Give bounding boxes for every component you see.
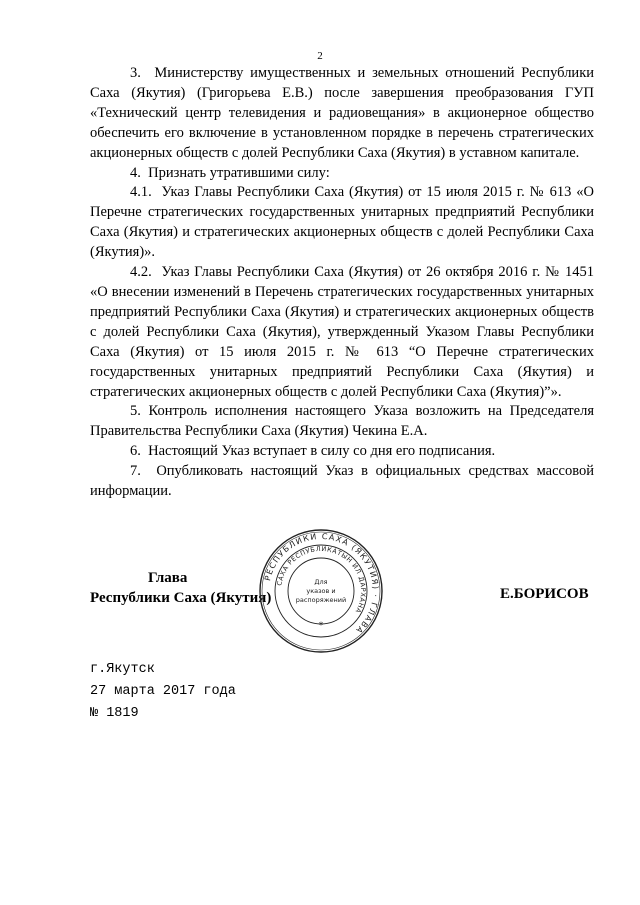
official-seal [258,528,384,654]
paragraph-5: 5. Контроль исполнения настоящего Указа возложить на Председателя Правительства Республики Саха (Якутия) Чекина Е.А. [90,403,594,440]
paragraph-3: 3. Министерству имущественных и земельных отношений Республики Саха (Якутия) (Григорьева Е.В.) после завершения преобразования ГУП «Технический центр телевидения и радиовещания» в акционерное общество обеспечить его включение в установленном порядке в перечень стратегических акционерных обществ с долей Республики Саха (Якутия) в уставном капитале. [90,65,594,161]
paragraph-6: 6. Настоящий Указ вступает в силу со дня его подписания. [130,443,496,460]
footer-city: г.Якутск [90,662,155,677]
paragraph-7: 7. Опубликовать настоящий Указ в официальных средствах массовой информации. [90,463,594,500]
signatory-title-line1: Глава [148,570,188,586]
seal-center-line3: распоряжений [295,596,347,604]
signatory-name: Е.БОРИСОВ [500,586,589,602]
seal-outer-text: РЕСПУБЛИКИ САХА (ЯКУТИЯ) · ГЛАВА [263,531,381,636]
seal-inner-text: САХА РЕСПУБЛИКАТЫН ИЛ ДАРХАНА [275,544,368,615]
paragraph-4-2: 4.2. Указ Главы Республики Саха (Якутия) от 26 октября 2016 г. № 1451 «О внесении изменений в Перечень стратегических государственных унитарных предприятий Республики Саха (Якутия) и стратегических акционерных обществ с долей Республики Саха (Якутия), утвержденный Указом Главы Республики Саха (Якутия) от 15 июля 2015 г. № 613 “О Перечне стратегических государственных унитарных предприятий Республики Саха (Якутия) и стратегических акционерных обществ с долей Республики Саха (Якутия)”». [90,264,594,400]
document-body [90,64,594,502]
footer-date: 27 марта 2017 года [90,684,236,699]
paragraph-4-1: 4.1. Указ Главы Республики Саха (Якутия) от 15 июля 2015 г. № 613 «О Перечне стратегических государственных унитарных предприятий Республики Саха (Якутия) и стратегических акционерных обществ с долей Республики Саха (Якутия)». [90,184,594,261]
seal-center-line2: указов и [306,587,336,595]
seal-center-line1: Для [314,578,328,586]
document-footer [90,659,236,725]
page-number: 2 [317,50,323,62]
seal-star-icon: * [318,621,324,631]
footer-number: № 1819 [90,706,139,721]
paragraph-4: 4. Признать утратившими силу: [130,164,330,181]
signatory-title-line2: Республики Саха (Якутия) [90,590,272,606]
